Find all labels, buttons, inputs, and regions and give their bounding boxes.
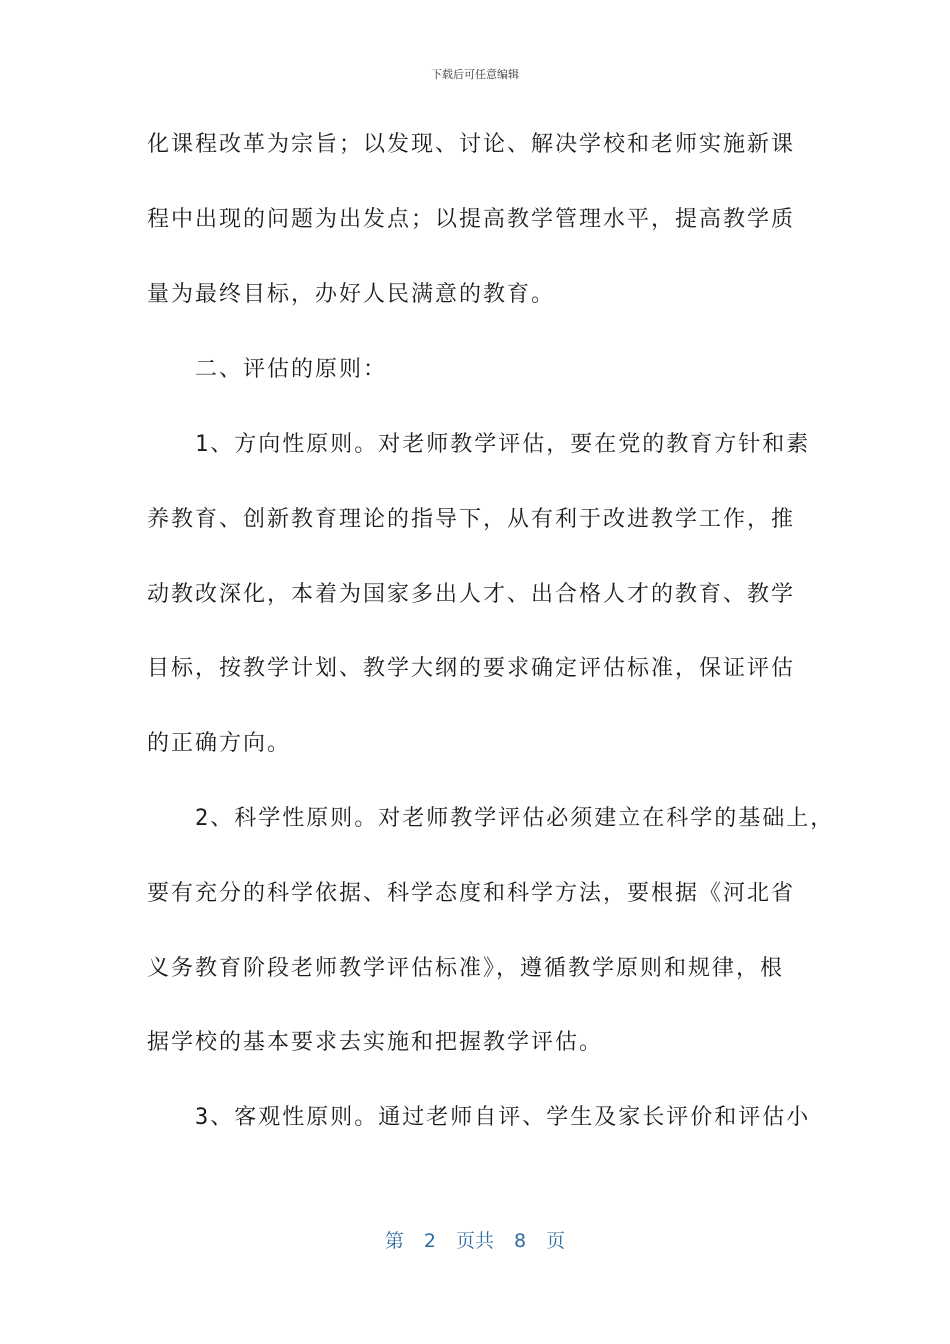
page-header: 下载后可任意编辑 [431,68,519,81]
body-line-12: 义务教育阶段老师教学评估标准》，遵循教学原则和规律，根 [147,956,785,981]
page-suffix: 页 [546,1230,566,1252]
page-footer [0,1226,950,1253]
page-total: 8 [514,1230,527,1252]
body-line-6: 养教育、创新教育理论的指导下，从有利于改进教学工作，推 [147,507,796,532]
section-heading: 二、评估的原则： [147,357,388,382]
page-middle: 页共 [455,1230,494,1252]
body-line-11: 要有充分的科学依据、科学态度和科学方法，要根据《河北省 [147,881,796,906]
page-prefix: 第 [384,1230,404,1252]
body-line-14: 3、客观性原则。通过老师自评、学生及家长评价和评估小 [147,1105,811,1130]
page-number: 2 [423,1230,436,1252]
body-line-8: 目标，按教学计划、教学大纲的要求确定评估标准，保证评估 [147,656,796,681]
body-line-1: 化课程改革为宗旨；以发现、讨论、解决学校和老师实施新课 [147,132,796,157]
body-line-7: 动教改深化，本着为国家多出人才、出合格人才的教育、教学 [147,582,796,607]
body-line-13: 据学校的基本要求去实施和把握教学评估。 [147,1030,604,1055]
body-line-2: 程中出现的问题为出发点；以提高教学管理水平，提高教学质 [147,207,796,232]
body-line-10: 2、科学性原则。对老师教学评估必须建立在科学的基础上， [147,806,835,831]
body-line-9: 的正确方向。 [147,731,292,756]
body-line-5: 1、方向性原则。对老师教学评估，要在党的教育方针和素 [147,432,811,457]
body-line-3: 量为最终目标，办好人民满意的教育。 [147,282,556,307]
